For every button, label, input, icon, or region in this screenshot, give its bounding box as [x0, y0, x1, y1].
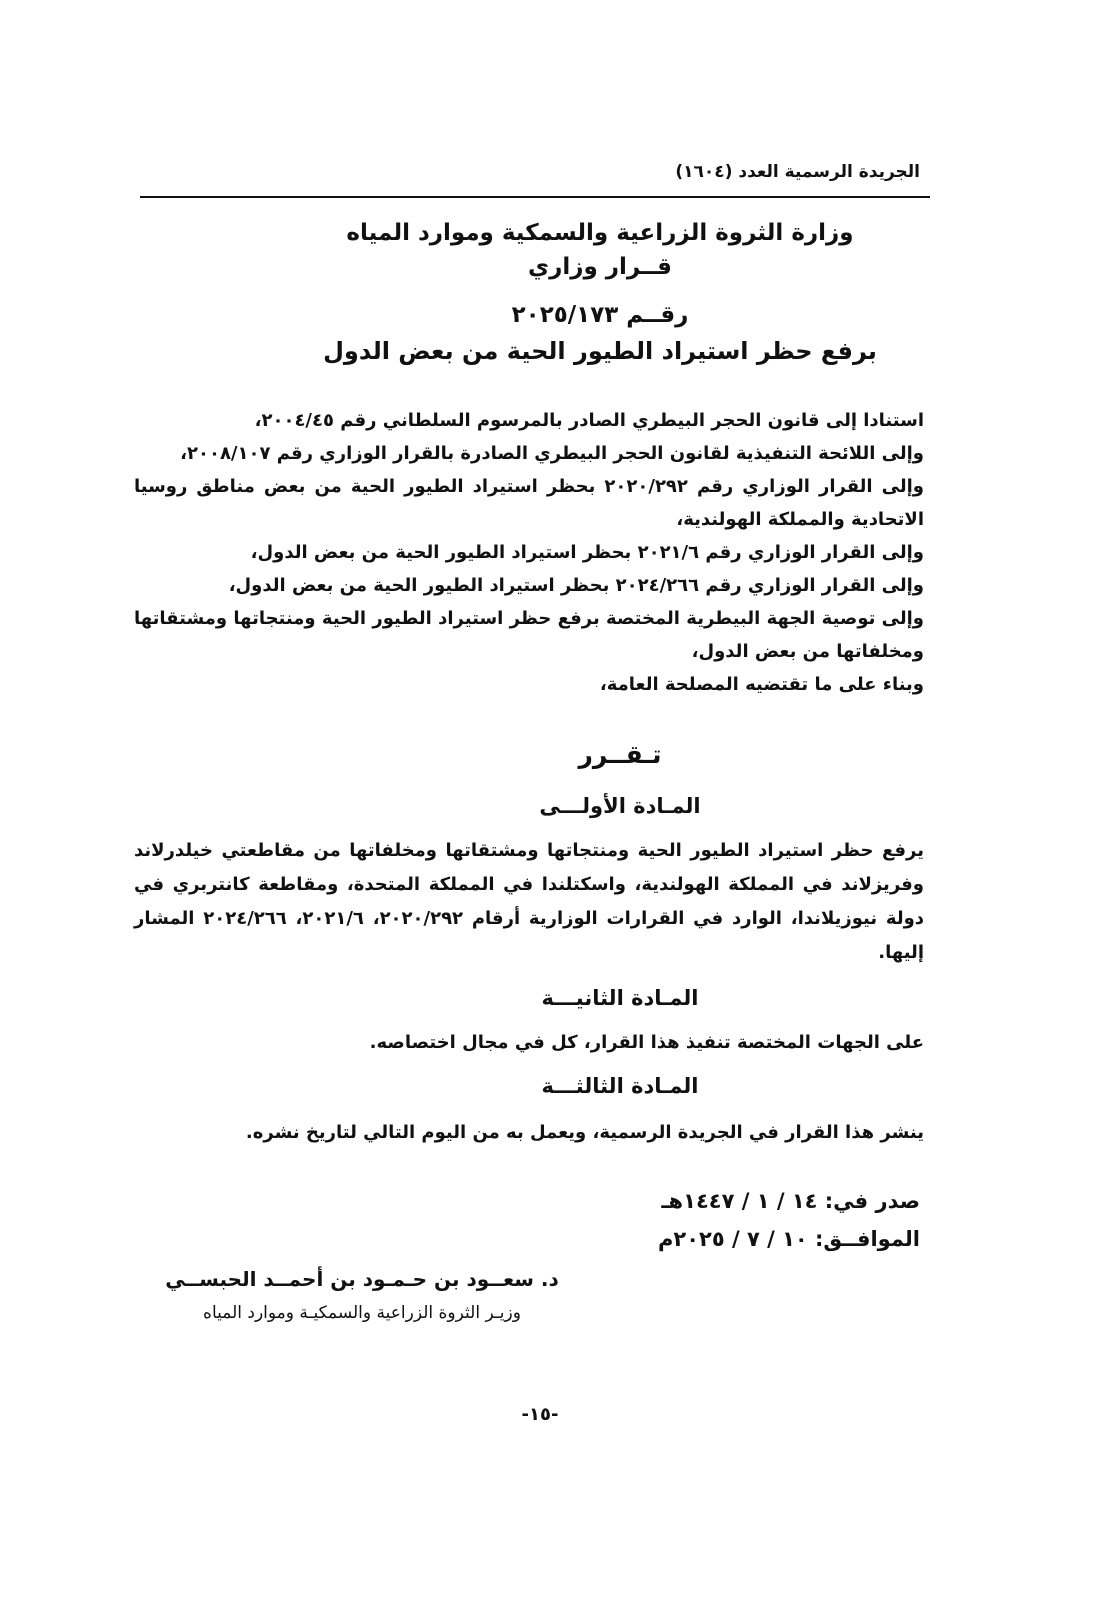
decision-type: قــرار وزاري — [528, 254, 672, 280]
article-2-text — [134, 1026, 924, 1060]
article-1-text — [134, 834, 924, 970]
article-2-paragraph: على الجهات المختصة تنفيذ هذا القرار، كل في مجال اختصاصه. — [369, 1032, 924, 1053]
issued-hijri-date: صدر في: ١٤ / ١ / ١٤٤٧هـ — [661, 1189, 920, 1213]
article-1-paragraph: يرفع حظر استيراد الطيور الحية ومنتجاتها ومشتقاتها ومخلفاتها من مقاطعتي خيلدرلاند وفريزلاند في المملكة الهولندية، واسكتلندا في المملكة المتحدة، ومقاطعة كانتربري في دولة نيوزيلاندا، الوارد في القرارات الوزارية أرقام ٢٠٢٠/٢٩٢، ٢٠٢١/٦، ٢٠٢٤/٢٦٦ المشار إليها. — [134, 840, 925, 963]
preamble-clause: وإلى القرار الوزاري رقم ٢٠٢١/٦ بحظر استيراد الطيور الحية من بعض الدول، — [250, 542, 924, 563]
preamble-clause: وإلى توصية الجهة البيطرية المختصة برفع حظر استيراد الطيور الحية ومنتجاتها ومشتقاتها ومخلفاتها من بعض الدول، — [134, 608, 924, 662]
preamble-clause: وإلى القرار الوزاري رقم ٢٠٢٠/٢٩٢ بحظر استيراد الطيور الحية من بعض مناطق روسيا الاتحادية والمملكة الهولندية، — [134, 476, 924, 530]
article-1-heading: المـادة الأولـــى — [539, 794, 701, 818]
signature-block — [152, 1262, 572, 1330]
gazette-header: الجريدة الرسمية العدد (١٦٠٤) — [675, 162, 920, 182]
issue-dates — [520, 1182, 920, 1258]
article-2-heading: المـادة الثانيـــة — [541, 986, 699, 1010]
header-divider — [140, 196, 930, 198]
preamble-clause: استنادا إلى قانون الحجر البيطري الصادر بالمرسوم السلطاني رقم ٢٠٠٤/٤٥، — [254, 410, 924, 431]
ministry-name: وزارة الثروة الزراعية والسمكية وموارد المياه — [346, 220, 854, 246]
preamble — [134, 404, 924, 701]
decision-title-block — [300, 216, 900, 370]
article-3-text — [134, 1116, 924, 1150]
issued-gregorian-date: الموافــق: ١٠ / ٧ / ٢٠٢٥م — [657, 1227, 920, 1251]
signatory-title: وزيـر الثروة الزراعية والسمكيـة وموارد المياه — [203, 1303, 521, 1323]
preamble-clause: وإلى اللائحة التنفيذية لقانون الحجر البيطري الصادرة بالقرار الوزاري رقم ٢٠٠٨/١٠٧، — [180, 443, 924, 464]
signatory-name: د. سعــود بن حـمـود بن أحمــد الحبســي — [165, 1267, 559, 1291]
decision-number: رقــم ٢٠٢٥/١٧٣ — [511, 302, 689, 328]
decision-subject: برفع حظر استيراد الطيور الحية من بعض الدول — [323, 337, 877, 365]
decides-heading: تـقــرر — [578, 740, 662, 769]
article-3-paragraph: ينشر هذا القرار في الجريدة الرسمية، ويعمل به من اليوم التالي لتاريخ نشره. — [245, 1122, 924, 1143]
preamble-clause: وإلى القرار الوزاري رقم ٢٠٢٤/٢٦٦ بحظر استيراد الطيور الحية من بعض الدول، — [228, 575, 924, 596]
page-number: -١٥- — [521, 1404, 559, 1425]
article-3-heading: المـادة الثالثـــة — [541, 1074, 699, 1098]
preamble-clause: وبناء على ما تقتضيه المصلحة العامة، — [599, 674, 924, 695]
